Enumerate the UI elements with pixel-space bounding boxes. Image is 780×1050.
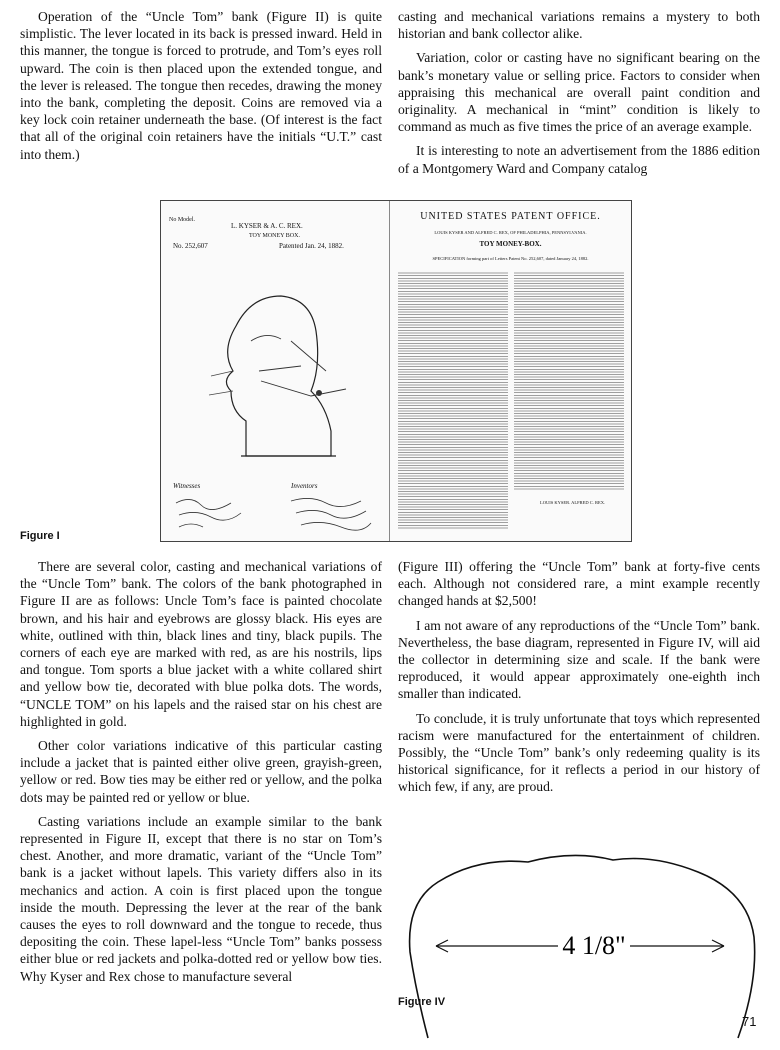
paragraph: (Figure III) offering the “Uncle Tom” bank at forty-five cents each. Although not considered rare, a mint example recently changed hands at $2,500! (398, 559, 760, 609)
figure-4-label: Figure IV (398, 996, 446, 1008)
paragraph: I am not aware of any reproductions of the “Uncle Tom” bank. Nevertheless, the base diagram, represented in Figure IV, will aid the collector in determining size and scale. If the bank were reproduced, it would appear approximately one-eighth inch smaller than indicated. (398, 617, 760, 702)
column-top-right (398, 8, 760, 184)
patent-inventors-label: Inventors (291, 482, 318, 490)
paragraph: Variation, color or casting have no significant bearing on the bank’s monetary value or selling price. Factors to consider when appraising this mechanical are overall paint condition and originality. A mechanical in “mint” condition is likely to command as much as five times the price of an average example. (398, 50, 760, 135)
paragraph: To conclude, it is truly unfortunate that toys which represented racism were manufactured for the entertainment of children. Possibly, the “Uncle Tom” bank’s only redeeming quality is its historical significance, for it reflects a period in our history of which few, if any, are proud. (398, 710, 760, 795)
patent-office-subtitle: LOUIS KYSER AND ALFRED C. REX, OF PHILADELPHIA, PENNSYLVANIA. (434, 230, 587, 235)
patent-text-column-right (514, 271, 624, 491)
patent-office-title: UNITED STATES PATENT OFFICE. (420, 211, 601, 222)
paragraph: Operation of the “Uncle Tom” bank (Figure II) is quite simplistic. The lever located in its back is pressed inward. Held in this manner, the tongue is forced to protrude, and Tom’s eyes roll upward. The coin is then placed upon the extended tongue, and the lever is released. The tongue then recedes, drawing the money into the bank, completing the deposit. Coins are removed via a key lock coin retainer underneath the base. (Of interest is the fact that all of the original coin retainers have the initials “U.T.” cast into them.) (20, 9, 382, 162)
patent-drawing-sheet (161, 201, 390, 541)
paragraph: Casting variations include an example similar to the bank represented in Figure II, except that there is no star on Tom’s chest. Another, and more dramatic, variant of the “Uncle Tom” bank is a jacket without lapels. This variety differs also in its mechanics and action. A coin is first placed upon the tongue inside the mouth. Depressing the lever at the rear of the bank causes the eyes to roll downward and the tongue to recede, thus depositing the coin. These lapel-less “Uncle Tom” banks possess either blue or red jackets and polka-dotted red or yellow bow ties. Why Kyser and Rex chose to manufacture several (20, 813, 382, 984)
column-bottom-right (398, 558, 760, 803)
patent-date: Patented Jan. 24, 1882. (279, 242, 344, 250)
patent-witnesses-label: Witnesses (173, 482, 201, 490)
base-dimension-label: 4 1/8" (562, 931, 626, 960)
column-top-left (20, 8, 382, 170)
patent-office-product: TOY MONEY-BOX. (479, 240, 542, 248)
patent-figure (160, 200, 632, 542)
page-number: 71 (742, 1014, 757, 1029)
patent-text-sheet (390, 201, 631, 541)
paragraph: It is interesting to note an advertisement from the 1886 edition of a Montgomery Ward and Company catalog (398, 143, 760, 176)
patent-inventors-head: L. KYSER & A. C. REX. (231, 222, 303, 230)
paragraph: There are several color, casting and mechanical variations of the “Uncle Tom” bank. The colors of the bank photographed in Figure II are as follows: Uncle Tom’s face is painted chocolate brown, and his hair and eyebrows are glossy black. His eyes are white, outlined with thin, black lines and tiny, black pupils. The corners of each eye are marked with red, as are his nostrils, lips and tongue. Tom sports a blue jacket with a white collared shirt and yellow bow tie, decorated with blue polka dots. The words, “UNCLE TOM” on his lapels and the raised star on his chest are highlighted in gold. (20, 559, 382, 729)
patent-text-column-left (398, 271, 508, 529)
bank-drawing (191, 271, 361, 471)
paragraph: casting and mechanical variations remains a mystery to both historian and bank collector alike. (398, 9, 760, 42)
patent-signers: LOUIS KYSER. ALFRED C. REX. (540, 500, 606, 505)
patent-model: No Model. (169, 217, 195, 223)
patent-product-head: TOY MONEY BOX. (249, 233, 300, 239)
base-diagram (398, 842, 764, 1042)
signatures-scribble (171, 493, 381, 535)
patent-number: No. 252,607 (173, 242, 208, 250)
column-bottom-left (20, 558, 382, 992)
paragraph: Other color variations indicative of this particular casting include a jacket that is painted either olive green, grayish-green, yellow or red. Bow ties may be either red or yellow, and the polka dots may be painted red or yellow or blue. (20, 738, 382, 805)
figure-1-label: Figure I (20, 530, 60, 542)
patent-specification: SPECIFICATION forming part of Letters Patent No. 252,607, dated January 24, 1882. (432, 256, 589, 261)
